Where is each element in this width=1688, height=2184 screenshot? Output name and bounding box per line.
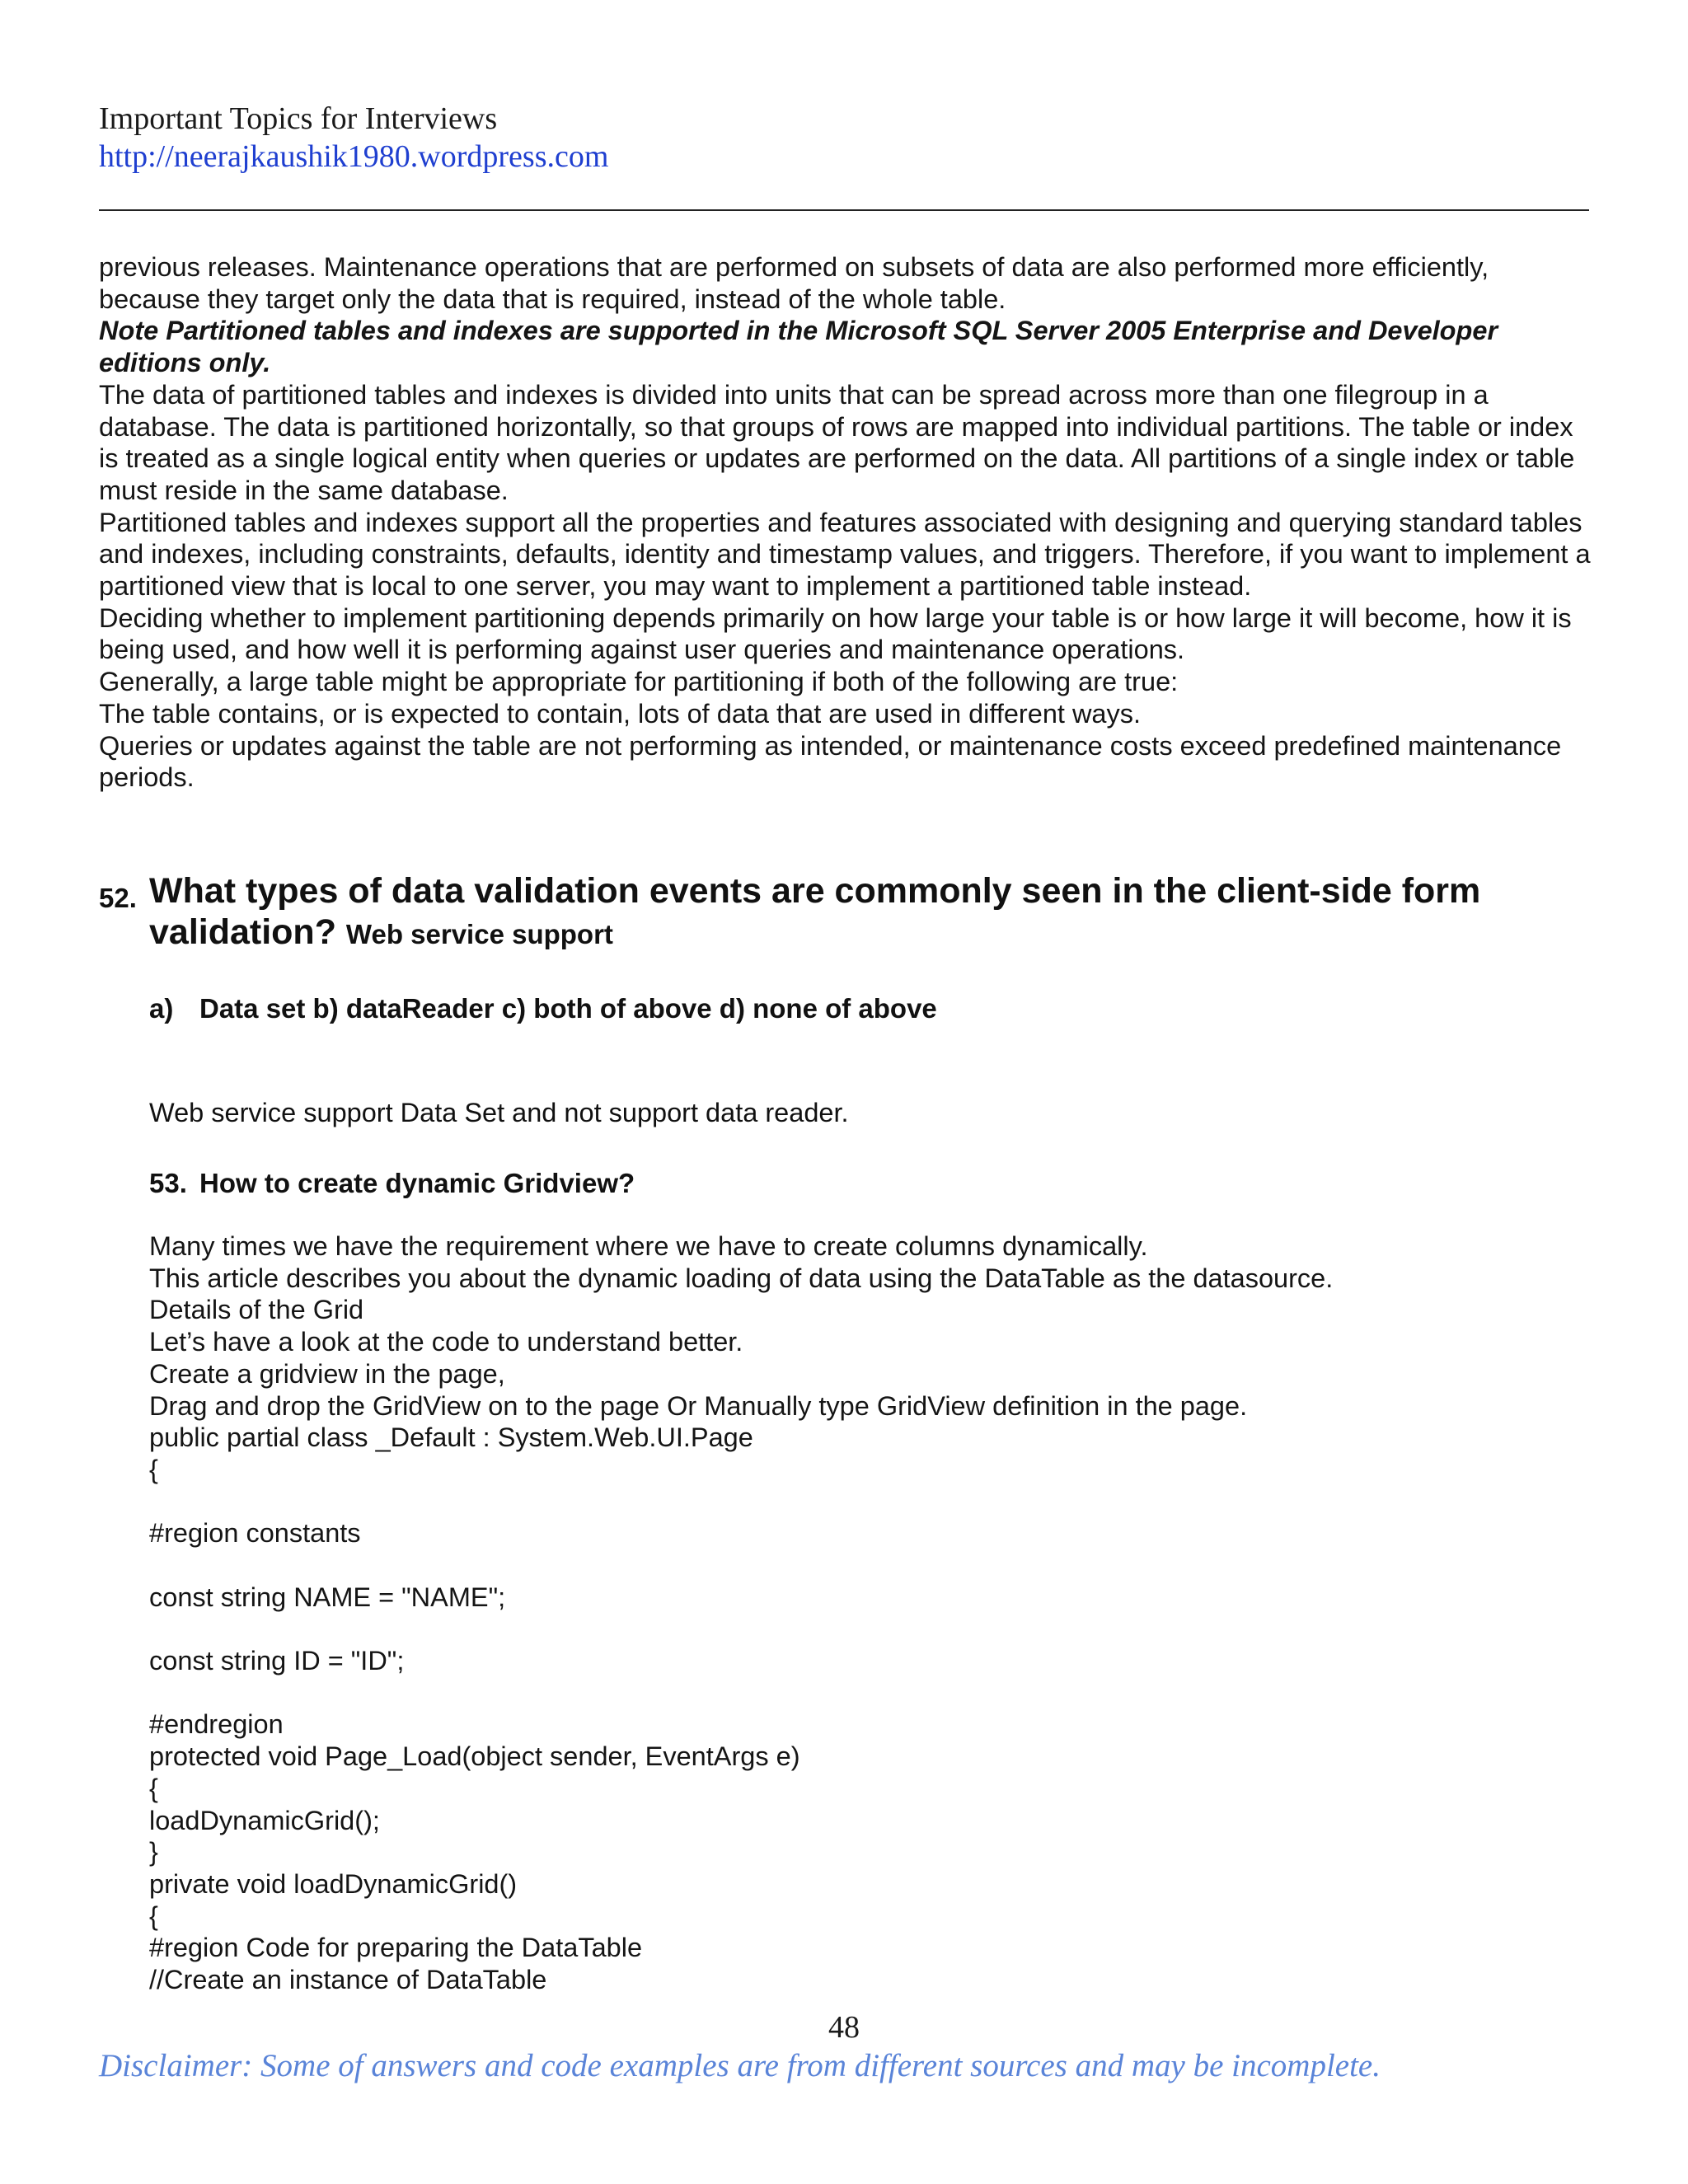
paragraph-3: Partitioned tables and indexes support all the properties and features associated with designing and querying standard tables and indexes, including constraints, defaults, identity and timestamp values, and triggers. Therefore, if you want to implement a partitioned view that is local to one server, you may want to implement a partitioned table instead. — [99, 507, 1591, 602]
code-line: { — [149, 1454, 158, 1484]
body-text-section — [99, 251, 1591, 794]
paragraph-1: previous releases. Maintenance operations that are performed on subsets of data are also performed more efficiently, because they target only the data that is required, instead of the whole table. — [99, 252, 1489, 314]
code-line: This article describes you about the dynamic loading of data using the DataTable as the datasource. — [149, 1263, 1334, 1293]
paragraph-7: Queries or updates against the table are not performing as intended, or maintenance costs exceed predefined maintenance periods. — [99, 730, 1562, 793]
code-line: #endregion — [149, 1709, 284, 1740]
code-line: } — [149, 1837, 158, 1868]
code-line: { — [149, 1900, 158, 1931]
code-line: loadDynamicGrid(); — [149, 1805, 380, 1835]
code-line: private void loadDynamicGrid() — [149, 1869, 518, 1899]
question-52-subtitle: Web service support — [345, 919, 613, 949]
code-line: public partial class _Default : System.Web.UI.Page — [149, 1422, 753, 1453]
paragraph-4: Deciding whether to implement partitioning depends primarily on how large your table is or how large it will become, how it is being used, and how well it is performing against user queries and maintenance operations. — [99, 602, 1572, 665]
question-53-text: How to create dynamic Gridview? — [199, 1168, 635, 1198]
note-paragraph: Note Partitioned tables and indexes are supported in the Microsoft SQL Server 2005 Enterprise and Developer editions only. — [99, 316, 1498, 378]
header-divider — [99, 209, 1589, 211]
code-line: protected void Page_Load(object sender, EventArgs e) — [149, 1741, 800, 1772]
header-url-link[interactable]: http://neerajkaushik1980.wordpress.com — [99, 139, 609, 174]
options-text: Data set b) dataReader c) both of above d) none of above — [199, 993, 937, 1024]
option-marker: a) — [149, 993, 174, 1024]
paragraph-5: Generally, a large table might be appropriate for partitioning if both of the following are true: — [99, 667, 1179, 697]
question-52-options — [149, 992, 937, 1025]
question-53-heading — [149, 1167, 635, 1200]
code-line: { — [149, 1773, 158, 1803]
question-52-answer: Web service support Data Set and not support data reader. — [149, 1098, 849, 1127]
paragraph-2: The data of partitioned tables and indexes is divided into units that can be spread across more than one filegroup in a database. The data is partitioned horizontally, so that groups of rows are mapped into individual partitions. The table or index is treated as a single logical entity when queries or updates are performed on the data. All partitions of a single index or table must reside in the same database. — [99, 379, 1575, 505]
code-example — [149, 1230, 1550, 1996]
code-line: //Create an instance of DataTable — [149, 1965, 547, 1995]
disclaimer-text: Disclaimer: Some of answers and code examples are from different sources and may be incomplete. — [99, 2048, 1381, 2083]
code-line — [149, 1677, 1550, 1709]
code-line: #region constants — [149, 1518, 361, 1549]
code-line: Create a gridview in the page, — [149, 1358, 505, 1389]
code-line: Many times we have the requirement where we have to create columns dynamically. — [149, 1231, 1148, 1261]
code-line: Details of the Grid — [149, 1295, 364, 1325]
code-line: Drag and drop the GridView on to the page Or Manually type GridView definition in the page. — [149, 1390, 1248, 1421]
code-line — [149, 1613, 1550, 1645]
question-52-number: 52. — [99, 883, 137, 913]
code-line: const string ID = "ID"; — [149, 1646, 405, 1676]
question-52-text: What types of data validation events are commonly seen in the client-side form validation? — [149, 871, 1481, 952]
code-line: const string NAME = "NAME"; — [149, 1582, 506, 1612]
question-53-number: 53. — [149, 1168, 187, 1198]
code-line — [149, 1549, 1550, 1582]
page-number: 48 — [828, 2010, 860, 2045]
paragraph-6: The table contains, or is expected to contain, lots of data that are used in different ways. — [99, 698, 1142, 729]
question-52-heading — [99, 870, 1566, 955]
code-line: #region Code for preparing the DataTable — [149, 1933, 643, 1963]
header-title: Important Topics for Interviews — [99, 101, 498, 136]
code-line — [149, 1486, 1550, 1518]
code-line: Let’s have a look at the code to understand better. — [149, 1327, 743, 1357]
